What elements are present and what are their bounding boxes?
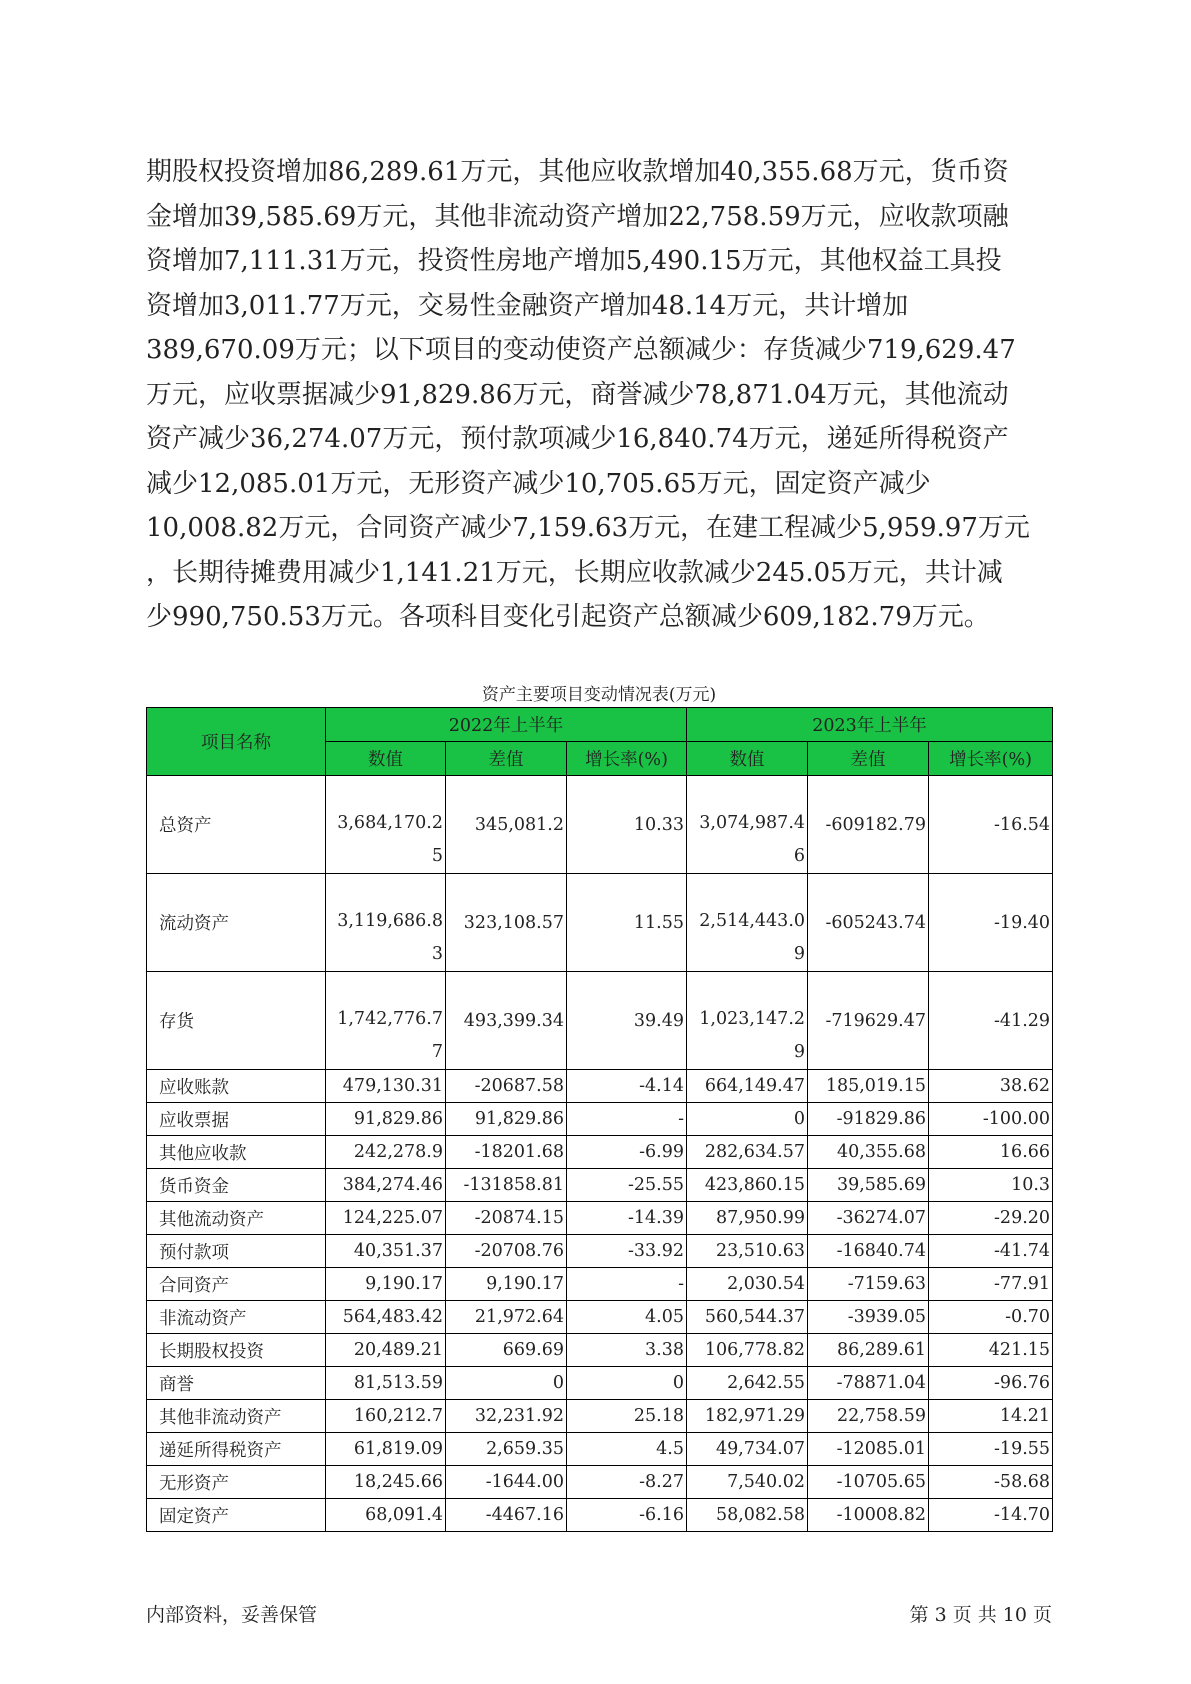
cell-d22: 323,108.57 bbox=[446, 874, 567, 972]
cell-g22: -25.55 bbox=[567, 1169, 687, 1202]
cell-v23: 2,514,443.09 bbox=[687, 874, 808, 972]
cell-d22: -1644.00 bbox=[446, 1466, 567, 1499]
cell-d23: -91829.86 bbox=[808, 1103, 929, 1136]
cell-g23: 421.15 bbox=[929, 1334, 1053, 1367]
cell-v23: 664,149.47 bbox=[687, 1070, 808, 1103]
cell-d23: -3939.05 bbox=[808, 1301, 929, 1334]
cell-v22: 124,225.07 bbox=[326, 1202, 446, 1235]
header-value-2022: 数值 bbox=[326, 742, 446, 776]
cell-d22: -20708.76 bbox=[446, 1235, 567, 1268]
cell-d23: 39,585.69 bbox=[808, 1169, 929, 1202]
cell-g23: -41.29 bbox=[929, 972, 1053, 1070]
cell-g23: -100.00 bbox=[929, 1103, 1053, 1136]
cell-v23: 423,860.15 bbox=[687, 1169, 808, 1202]
paragraph-line: 少990,750.53万元。各项科目变化引起资产总额减少609,182.79万元。 bbox=[146, 602, 990, 632]
table-row bbox=[147, 1136, 1053, 1169]
row-label: 预付款项 bbox=[147, 1235, 326, 1268]
cell-d23: -12085.01 bbox=[808, 1433, 929, 1466]
paragraph-line: 资增加7,111.31万元，投资性房地产增加5,490.15万元，其他权益工具投 bbox=[146, 246, 1002, 276]
cell-d23: -10008.82 bbox=[808, 1499, 929, 1532]
cell-v23: 282,634.57 bbox=[687, 1136, 808, 1169]
cell-g22: -33.92 bbox=[567, 1235, 687, 1268]
cell-d22: 2,659.35 bbox=[446, 1433, 567, 1466]
cell-d23: 86,289.61 bbox=[808, 1334, 929, 1367]
table-row bbox=[147, 1400, 1053, 1433]
cell-g23: 16.66 bbox=[929, 1136, 1053, 1169]
cell-v23: 0 bbox=[687, 1103, 808, 1136]
footer-page-number: 第 3 页 共 10 页 bbox=[909, 1604, 1052, 1626]
cell-d22: 669.69 bbox=[446, 1334, 567, 1367]
row-label: 货币资金 bbox=[147, 1169, 326, 1202]
cell-g22: -6.99 bbox=[567, 1136, 687, 1169]
cell-v22: 40,351.37 bbox=[326, 1235, 446, 1268]
cell-d22: 32,231.92 bbox=[446, 1400, 567, 1433]
paragraph-line: 389,670.09万元；以下项目的变动使资产总额减少：存货减少719,629.47 bbox=[146, 335, 1016, 365]
cell-d22: -4467.16 bbox=[446, 1499, 567, 1532]
cell-d23: 22,758.59 bbox=[808, 1400, 929, 1433]
cell-v22: 1,742,776.77 bbox=[326, 972, 446, 1070]
cell-g22: -4.14 bbox=[567, 1070, 687, 1103]
cell-d23: 40,355.68 bbox=[808, 1136, 929, 1169]
cell-g22: 4.5 bbox=[567, 1433, 687, 1466]
table-row bbox=[147, 1202, 1053, 1235]
cell-v23: 182,971.29 bbox=[687, 1400, 808, 1433]
header-diff-2023: 差值 bbox=[808, 742, 929, 776]
cell-v22: 61,819.09 bbox=[326, 1433, 446, 1466]
cell-v22: 20,489.21 bbox=[326, 1334, 446, 1367]
cell-v22: 3,119,686.83 bbox=[326, 874, 446, 972]
cell-v23: 3,074,987.46 bbox=[687, 776, 808, 874]
cell-g22: - bbox=[567, 1268, 687, 1301]
cell-v23: 87,950.99 bbox=[687, 1202, 808, 1235]
table-row bbox=[147, 776, 1053, 874]
header-growth-2022: 增长率(%) bbox=[567, 742, 687, 776]
row-label: 其他应收款 bbox=[147, 1136, 326, 1169]
cell-g23: 10.3 bbox=[929, 1169, 1053, 1202]
cell-v23: 106,778.82 bbox=[687, 1334, 808, 1367]
cell-v23: 2,030.54 bbox=[687, 1268, 808, 1301]
paragraph-line: 资增加3,011.77万元，交易性金融资产增加48.14万元，共计增加 bbox=[146, 290, 909, 321]
cell-v22: 242,278.9 bbox=[326, 1136, 446, 1169]
footer-confidential-note: 内部资料，妥善保管 bbox=[146, 1604, 318, 1626]
table-row bbox=[147, 1433, 1053, 1466]
cell-d22: 0 bbox=[446, 1367, 567, 1400]
table-row bbox=[147, 1169, 1053, 1202]
cell-g22: -14.39 bbox=[567, 1202, 687, 1235]
cell-v22: 3,684,170.25 bbox=[326, 776, 446, 874]
cell-d23: 185,019.15 bbox=[808, 1070, 929, 1103]
row-label: 合同资产 bbox=[147, 1268, 326, 1301]
cell-v22: 68,091.4 bbox=[326, 1499, 446, 1532]
cell-d22: -131858.81 bbox=[446, 1169, 567, 1202]
header-group-2023: 2023年上半年 bbox=[687, 708, 1053, 742]
table-row bbox=[147, 1499, 1053, 1532]
paragraph-line: 10,008.82万元，合同资产减少7,159.63万元，在建工程减少5,959.97万元 bbox=[146, 513, 1030, 543]
cell-g23: -19.40 bbox=[929, 874, 1053, 972]
row-label: 无形资产 bbox=[147, 1466, 326, 1499]
row-label: 非流动资产 bbox=[147, 1301, 326, 1334]
cell-v22: 384,274.46 bbox=[326, 1169, 446, 1202]
cell-v23: 2,642.55 bbox=[687, 1367, 808, 1400]
paragraph-line: 资产减少36,274.07万元，预付款项减少16,840.74万元，递延所得税资产 bbox=[146, 424, 1009, 454]
table-row bbox=[147, 1070, 1053, 1103]
header-growth-2023: 增长率(%) bbox=[929, 742, 1053, 776]
cell-v23: 23,510.63 bbox=[687, 1235, 808, 1268]
cell-g23: -0.70 bbox=[929, 1301, 1053, 1334]
cell-d23: -719629.47 bbox=[808, 972, 929, 1070]
row-label: 其他流动资产 bbox=[147, 1202, 326, 1235]
cell-d22: -20874.15 bbox=[446, 1202, 567, 1235]
cell-g23: -16.54 bbox=[929, 776, 1053, 874]
cell-g22: 3.38 bbox=[567, 1334, 687, 1367]
cell-g23: 14.21 bbox=[929, 1400, 1053, 1433]
row-label: 存货 bbox=[147, 972, 326, 1070]
cell-d22: 345,081.2 bbox=[446, 776, 567, 874]
cell-v23: 49,734.07 bbox=[687, 1433, 808, 1466]
cell-g22: 11.55 bbox=[567, 874, 687, 972]
paragraph-line: 金增加39,585.69万元，其他非流动资产增加22,758.59万元，应收款项融 bbox=[146, 201, 1009, 232]
cell-g23: -58.68 bbox=[929, 1466, 1053, 1499]
cell-g22: - bbox=[567, 1103, 687, 1136]
paragraph-line: ，长期待摊费用减少1,141.21万元，长期应收款减少245.05万元，共计减 bbox=[146, 557, 1003, 588]
header-diff-2022: 差值 bbox=[446, 742, 567, 776]
cell-d23: -10705.65 bbox=[808, 1466, 929, 1499]
cell-d23: -7159.63 bbox=[808, 1268, 929, 1301]
table-row bbox=[147, 1367, 1053, 1400]
cell-v22: 564,483.42 bbox=[326, 1301, 446, 1334]
cell-g22: 39.49 bbox=[567, 972, 687, 1070]
cell-v22: 9,190.17 bbox=[326, 1268, 446, 1301]
paragraph-line: 减少12,085.01万元，无形资产减少10,705.65万元，固定资产减少 bbox=[146, 468, 931, 499]
body-paragraph bbox=[146, 150, 1046, 640]
cell-d23: -36274.07 bbox=[808, 1202, 929, 1235]
row-label: 固定资产 bbox=[147, 1499, 326, 1532]
cell-d23: -609182.79 bbox=[808, 776, 929, 874]
cell-g22: 0 bbox=[567, 1367, 687, 1400]
cell-d22: 493,399.34 bbox=[446, 972, 567, 1070]
cell-g23: 38.62 bbox=[929, 1070, 1053, 1103]
row-label: 流动资产 bbox=[147, 874, 326, 972]
paragraph-line: 万元，应收票据减少91,829.86万元，商誉减少78,871.04万元，其他流动 bbox=[146, 379, 1009, 410]
row-label: 商誉 bbox=[147, 1367, 326, 1400]
cell-g22: 10.33 bbox=[567, 776, 687, 874]
cell-g23: -77.91 bbox=[929, 1268, 1053, 1301]
header-item-name: 项目名称 bbox=[147, 708, 326, 776]
cell-g23: -41.74 bbox=[929, 1235, 1053, 1268]
row-label: 应收票据 bbox=[147, 1103, 326, 1136]
table-caption: 资产主要项目变动情况表(万元) bbox=[481, 685, 717, 705]
table-row bbox=[147, 874, 1053, 972]
cell-v22: 91,829.86 bbox=[326, 1103, 446, 1136]
cell-d23: -16840.74 bbox=[808, 1235, 929, 1268]
cell-g23: -19.55 bbox=[929, 1433, 1053, 1466]
table-row bbox=[147, 1268, 1053, 1301]
asset-change-table bbox=[146, 707, 1053, 1532]
cell-g22: -6.16 bbox=[567, 1499, 687, 1532]
cell-g22: 25.18 bbox=[567, 1400, 687, 1433]
row-label: 其他非流动资产 bbox=[147, 1400, 326, 1433]
cell-g23: -29.20 bbox=[929, 1202, 1053, 1235]
table-row bbox=[147, 1334, 1053, 1367]
row-label: 长期股权投资 bbox=[147, 1334, 326, 1367]
row-label: 递延所得税资产 bbox=[147, 1433, 326, 1466]
cell-g23: -96.76 bbox=[929, 1367, 1053, 1400]
table-row bbox=[147, 1235, 1053, 1268]
cell-d23: -78871.04 bbox=[808, 1367, 929, 1400]
paragraph-line: 期股权投资增加86,289.61万元，其他应收款增加40,355.68万元，货币资 bbox=[146, 157, 1009, 187]
cell-d22: -18201.68 bbox=[446, 1136, 567, 1169]
header-group-2022: 2022年上半年 bbox=[326, 708, 687, 742]
table-row bbox=[147, 972, 1053, 1070]
cell-v23: 560,544.37 bbox=[687, 1301, 808, 1334]
table-row bbox=[147, 1301, 1053, 1334]
cell-g23: -14.70 bbox=[929, 1499, 1053, 1532]
cell-v22: 81,513.59 bbox=[326, 1367, 446, 1400]
cell-d22: 21,972.64 bbox=[446, 1301, 567, 1334]
table-row bbox=[147, 1466, 1053, 1499]
cell-v23: 1,023,147.29 bbox=[687, 972, 808, 1070]
cell-v23: 7,540.02 bbox=[687, 1466, 808, 1499]
cell-d22: 9,190.17 bbox=[446, 1268, 567, 1301]
cell-v22: 18,245.66 bbox=[326, 1466, 446, 1499]
row-label: 应收账款 bbox=[147, 1070, 326, 1103]
cell-v22: 160,212.7 bbox=[326, 1400, 446, 1433]
cell-v22: 479,130.31 bbox=[326, 1070, 446, 1103]
cell-d23: -605243.74 bbox=[808, 874, 929, 972]
cell-d22: 91,829.86 bbox=[446, 1103, 567, 1136]
table-row bbox=[147, 1103, 1053, 1136]
header-value-2023: 数值 bbox=[687, 742, 808, 776]
cell-g22: -8.27 bbox=[567, 1466, 687, 1499]
row-label: 总资产 bbox=[147, 776, 326, 874]
cell-v23: 58,082.58 bbox=[687, 1499, 808, 1532]
cell-g22: 4.05 bbox=[567, 1301, 687, 1334]
cell-d22: -20687.58 bbox=[446, 1070, 567, 1103]
